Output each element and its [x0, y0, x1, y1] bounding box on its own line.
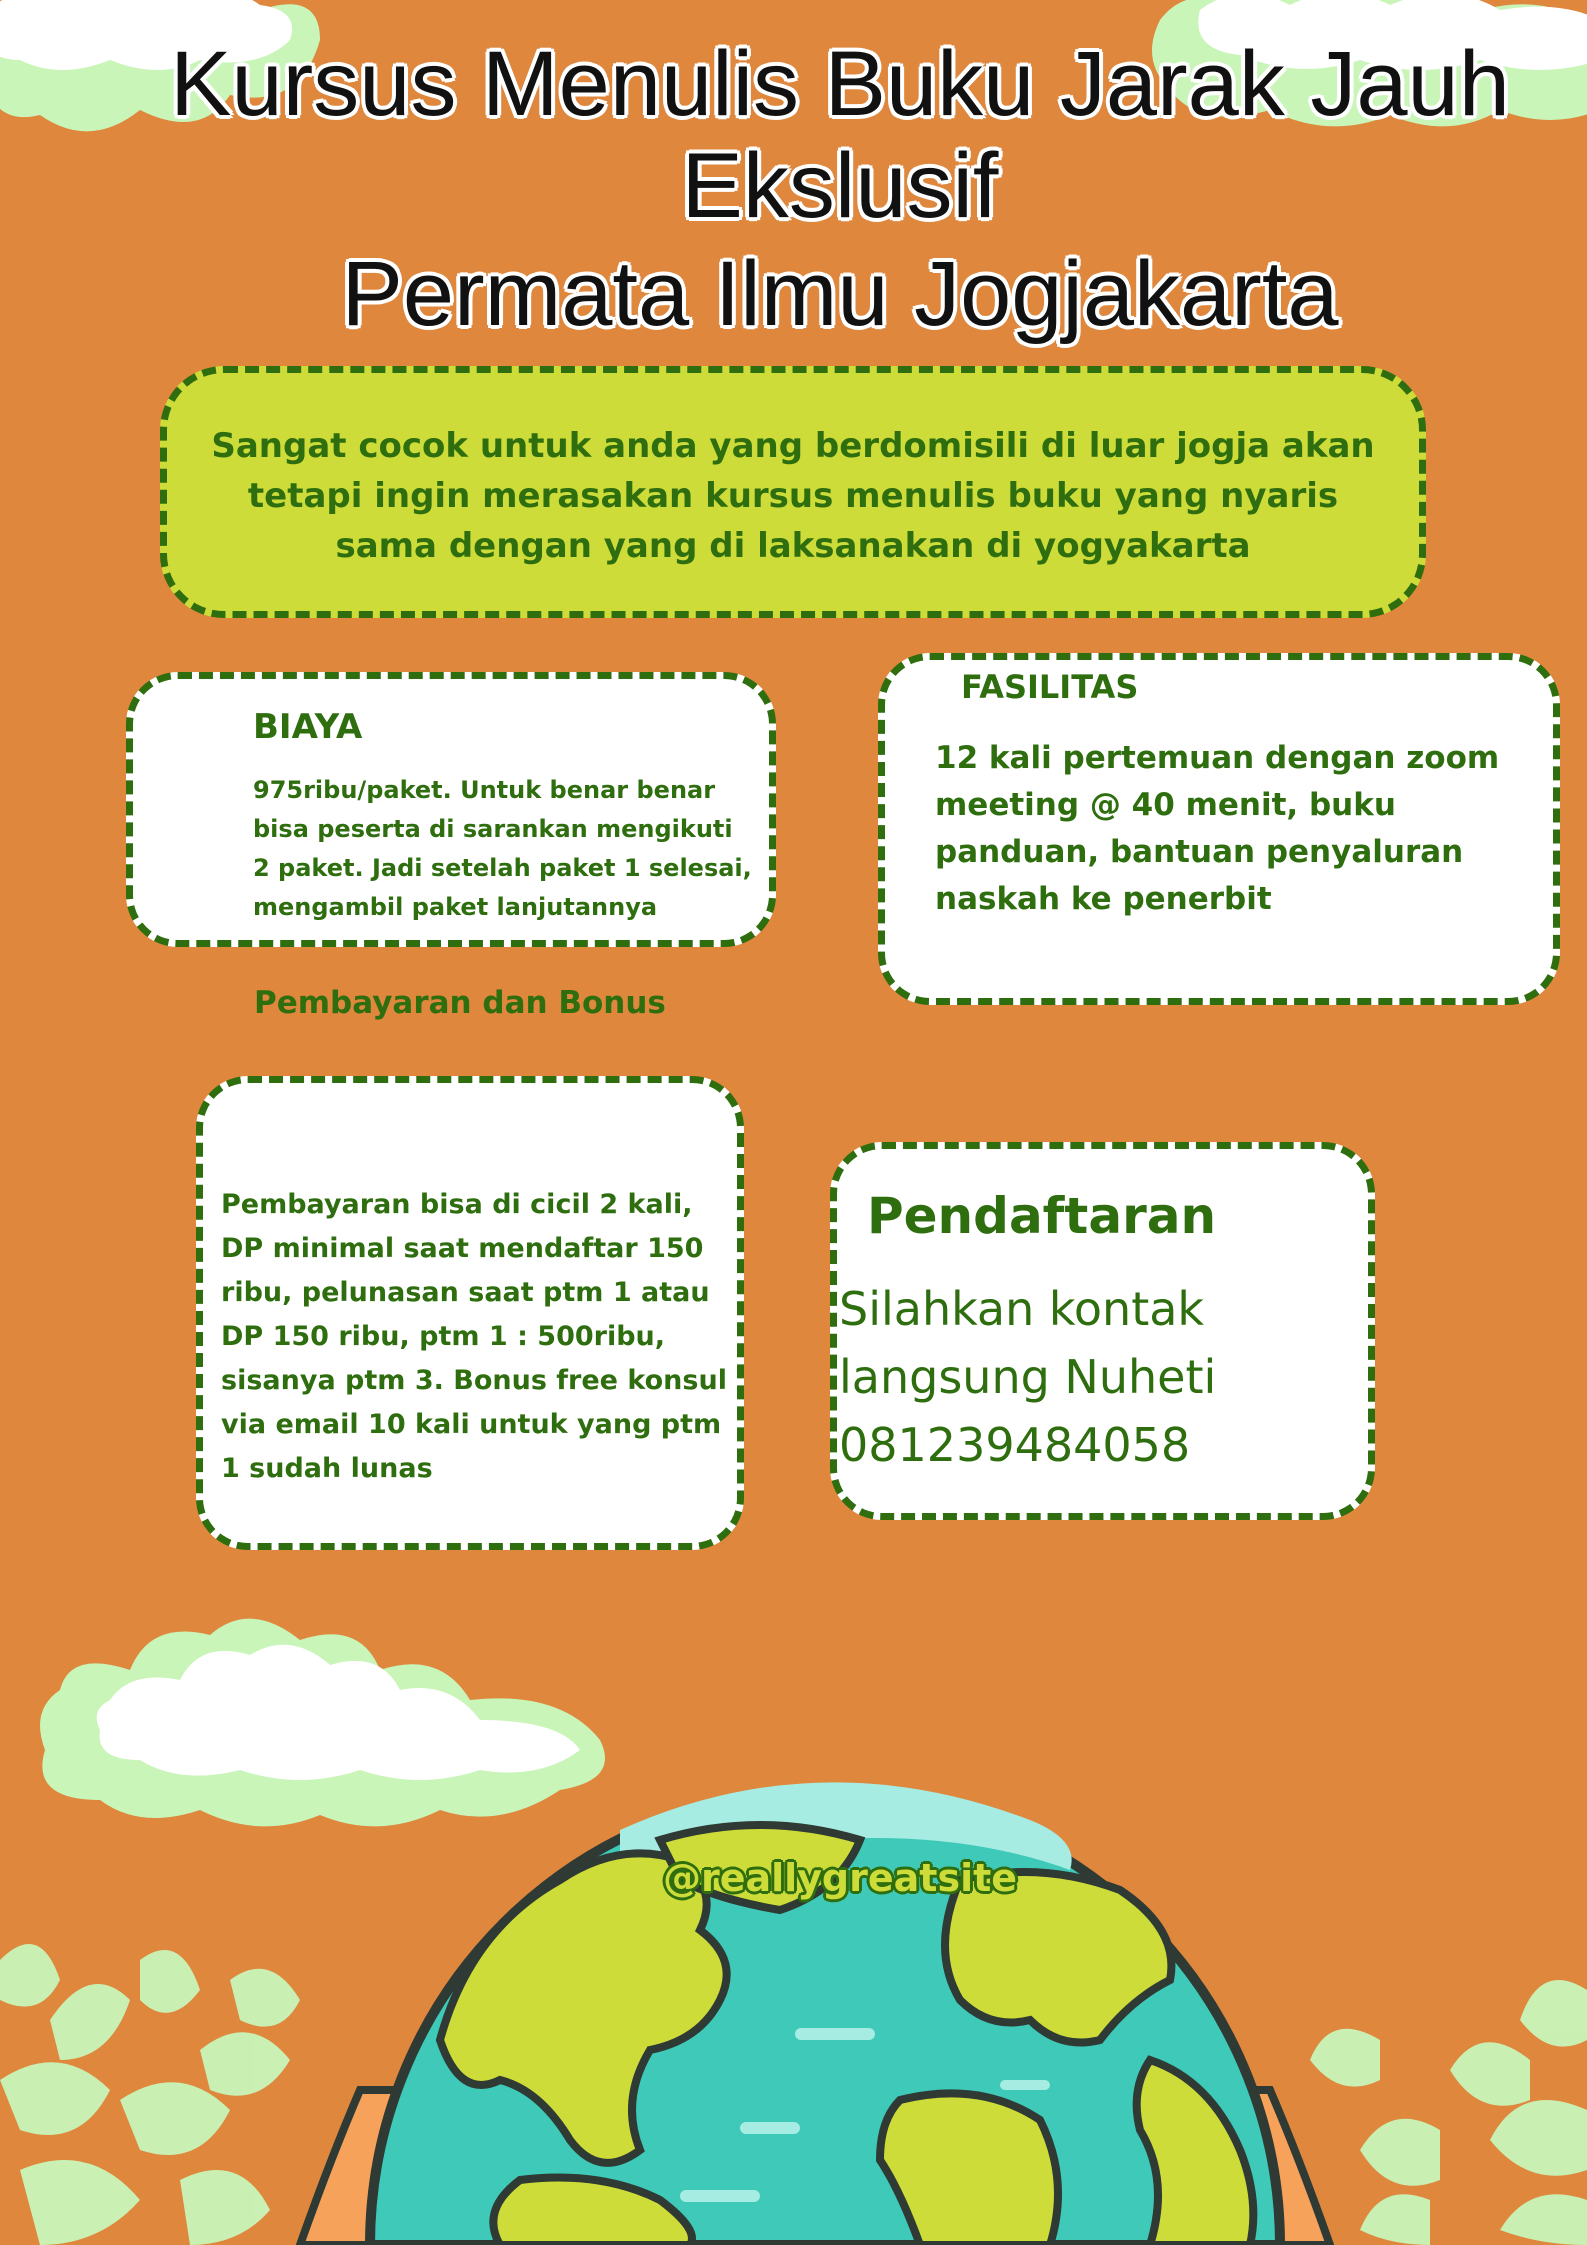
title-line-2: Ekslusif [681, 135, 999, 237]
pendaftaran-text: Silahkan kontak langsung Nuheti 081239484058 [839, 1282, 1217, 1472]
fasilitas-heading: FASILITAS [961, 668, 1139, 706]
leaf-icon [0, 1944, 300, 2245]
fasilitas-card [878, 653, 1560, 1005]
pembayaran-text: Pembayaran bisa di cicil 2 kali, DP minimal saat mendaftar 150 ribu, pelunasan saat ptm 1 atau DP 150 ribu, ptm 1 : 500ribu, sisanya ptm 3. Bonus free konsul via email 10 kali untuk yang ptm 1 sudah lunas [221, 1189, 727, 1484]
title-line-3: Permata Ilmu Jogjakarta [341, 243, 1339, 345]
fasilitas-text: 12 kali pertemuan dengan zoom meeting @ 40 menit, buku panduan, bantuan penyaluran naskah ke penerbit [935, 740, 1500, 917]
pembayaran-heading: Pembayaran dan Bonus [254, 985, 666, 1021]
leaf-icon [1310, 1980, 1587, 2245]
cloud-icon [40, 1619, 605, 1827]
biaya-heading: BIAYA [253, 707, 363, 747]
biaya-card [126, 672, 776, 947]
biaya-text: 975ribu/paket. Untuk benar benar bisa peserta di sarankan mengikuti 2 paket. Jadi setelah paket 1 selesai, mengambil paket lanjutannya [253, 776, 752, 921]
intro-box [160, 366, 1426, 618]
pembayaran-card [196, 1076, 744, 1550]
intro-text: Sangat cocok untuk anda yang berdomisili di luar jogja akan tetapi ingin merasakan kursus menulis buku yang nyaris sama dengan yang di laksanakan di yogyakarta [211, 426, 1375, 566]
title-line-1: Kursus Menulis Buku Jarak Jauh [170, 33, 1510, 135]
pendaftaran-card [830, 1142, 1375, 1520]
pendaftaran-heading: Pendaftaran [867, 1187, 1217, 1245]
social-handle: @reallygreatsite [662, 1856, 1018, 1900]
globe-icon [370, 1782, 1280, 2245]
